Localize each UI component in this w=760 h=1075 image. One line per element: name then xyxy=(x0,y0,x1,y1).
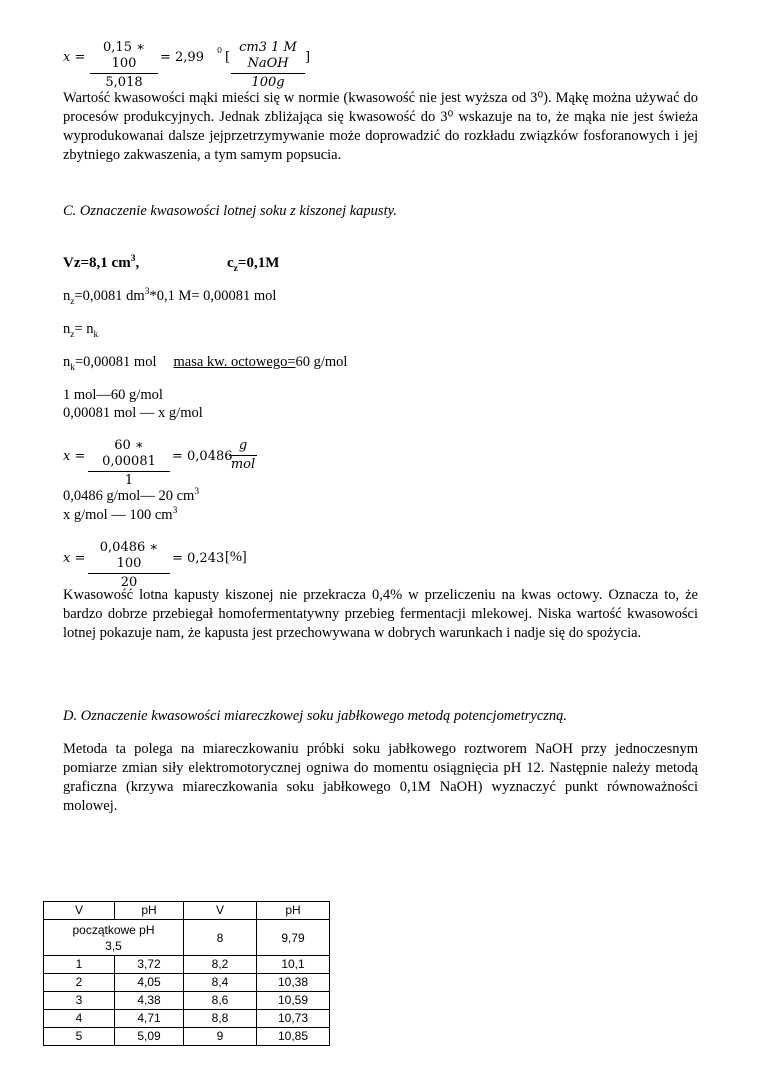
l1-n: n xyxy=(63,288,71,304)
volume-proportion-2 xyxy=(63,507,177,524)
eq2-unit-denominator: mol xyxy=(230,457,256,472)
cell-v: 1 xyxy=(44,956,115,974)
eq1-unit-numerator: cm3 1 M NaOH xyxy=(231,40,305,74)
header-ph-1: pH xyxy=(115,902,184,920)
cell-ph: 4,71 xyxy=(115,1010,184,1028)
concentration-value xyxy=(227,255,279,272)
cell-ph: 4,38 xyxy=(115,992,184,1010)
l2-sub: z xyxy=(70,329,75,340)
nz-calculation xyxy=(63,288,276,305)
eq1-unit-denominator: 100g xyxy=(251,75,285,90)
vz-sup: 3 xyxy=(130,254,136,264)
l6-a: 0,0486 g/mol— 20 cm xyxy=(63,488,195,504)
l2-sub2: k xyxy=(93,329,99,340)
eq1-bracket-close: ] xyxy=(305,50,311,65)
header-v-2: V xyxy=(184,902,257,920)
eq2-unit-numerator: g xyxy=(229,438,257,456)
eq3-numerator: 0,0486 ∗ 100 xyxy=(88,540,170,574)
cell-ph: 10,1 xyxy=(257,956,330,974)
volume-and-concentration xyxy=(63,255,139,272)
eq3-result: = 0,243 xyxy=(172,551,225,566)
l2-eq: = n xyxy=(74,321,94,337)
proportion-line-2: 0,00081 mol — x g/mol xyxy=(63,405,203,421)
eq2-unit-fraction xyxy=(229,438,257,473)
eq1-denominator: 5,018 xyxy=(105,75,143,90)
table-row xyxy=(44,1010,330,1028)
cell-v: 8 xyxy=(184,920,257,956)
header-ph-2: pH xyxy=(257,902,330,920)
initial-ph-cell xyxy=(44,920,184,956)
cell-ph: 10,73 xyxy=(257,1010,330,1028)
eq2-lhs: x = xyxy=(63,449,86,464)
cell-v: 8,4 xyxy=(184,974,257,992)
nk-value-line xyxy=(63,354,347,371)
section-c-heading: C. Oznaczenie kwasowości lotnej soku z kiszonej kapusty. xyxy=(63,203,397,219)
cell-v: 4 xyxy=(44,1010,115,1028)
table-row xyxy=(44,1028,330,1046)
cell-v: 9 xyxy=(184,1028,257,1046)
cell-ph: 10,38 xyxy=(257,974,330,992)
molar-mass-value: 60 g/mol xyxy=(295,354,348,370)
cell-ph: 5,09 xyxy=(115,1028,184,1046)
titration-table xyxy=(43,901,330,1046)
cell-v: 2 xyxy=(44,974,115,992)
cell-v: 3 xyxy=(44,992,115,1010)
cell-v: 8,8 xyxy=(184,1010,257,1028)
eq2-result: = 0,0486 xyxy=(172,449,233,464)
method-paragraph: Metoda ta polega na miareczkowaniu próbki soku jabłkowego roztworem NaOH przy jednoczesnym pomiarze zmian siły elektromotorycznej ogniwa do momentu osiągnięcia pH 12. Następnie należy metodą graficzna (krzywa miareczkowania soku jabłkowego 0,1M NaOH) wyznaczyć punkt równoważności molowej. xyxy=(63,741,698,814)
cell-v: 8,6 xyxy=(184,992,257,1010)
eq3-unit: [%] xyxy=(225,549,247,565)
section-d-heading: D. Oznaczenie kwasowości miareczkowej soku jabłkowego metodą potencjometryczną. xyxy=(63,708,568,724)
header-v-1: V xyxy=(44,902,115,920)
eq1-numerator: 0,15 ∗ 100 xyxy=(90,40,158,74)
vz-value: Vz=8,1 cm xyxy=(63,255,131,271)
proportion-line-1: 1 mol—60 g/mol xyxy=(63,387,163,403)
eq1-unit-fraction xyxy=(231,40,305,91)
eq1-bracket-open: [ xyxy=(225,50,231,65)
initial-ph-value: 3,5 xyxy=(105,938,122,953)
initial-ph-label: początkowe pH xyxy=(72,922,155,937)
nz-equals-nk xyxy=(63,321,98,338)
cabbage-acidity-paragraph: Kwasowość lotna kapusty kiszonej nie przekracza 0,4% w przeliczeniu na kwas octowy. Oznacza to, że bardzo dobrze przebiegał homofermentatywny przebieg fermentacji mlekowej. Niska wartość kwasowości lotnej pokazuje nam, że kapusta jest przechowywana w dobrych warunkach i nadje się do spożycia. xyxy=(63,587,698,641)
l1-sub: z xyxy=(70,296,75,307)
l2-n: n xyxy=(63,321,71,337)
table-row xyxy=(44,974,330,992)
table-row xyxy=(44,992,330,1010)
cell-v: 5 xyxy=(44,1028,115,1046)
l1-b: *0,1 M= 0,00081 mol xyxy=(149,288,277,304)
cell-ph: 3,72 xyxy=(115,956,184,974)
cz-letter: c xyxy=(227,255,234,271)
eq1-result: = 2,99 xyxy=(160,50,204,65)
eq3-denominator: 20 xyxy=(120,575,138,590)
table-header-row xyxy=(44,902,330,920)
eq3-lhs: x = xyxy=(63,551,86,566)
cell-ph: 10,59 xyxy=(257,992,330,1010)
eq1-lhs: x = xyxy=(63,50,86,65)
cell-v: 8,2 xyxy=(184,956,257,974)
cz-sub: z xyxy=(233,264,238,274)
cell-ph: 10,85 xyxy=(257,1028,330,1046)
cz-rest: =0,1M xyxy=(237,255,280,271)
flour-acidity-paragraph: Wartość kwasowości mąki mieści się w normie (kwasowość nie jest wyższa od 3⁰). Mąkę można używać do procesów produkcyjnych. Jednak zbliżająca się kwasowość do 3⁰ wskazuje na to, że mąka nie jest świeża wyprodukowanai dalsze jejprzetrzymywanie może doprowadzić do rozkładu związków fosforanowych i jej zbytniego zakwaszenia, a tym samym popsucia. xyxy=(63,90,698,163)
eq1-degree: 0 xyxy=(217,46,223,55)
l6-sup: 3 xyxy=(194,487,200,498)
table-row xyxy=(44,956,330,974)
l1-sup: 3 xyxy=(144,287,150,298)
cell-ph: 9,79 xyxy=(257,920,330,956)
eq1-fraction xyxy=(90,40,158,91)
molar-mass-label: masa kw. octowego= xyxy=(173,354,296,370)
eq2-denominator: 1 xyxy=(124,473,134,488)
l3-n: n xyxy=(63,354,71,370)
volume-proportion-1 xyxy=(63,488,199,505)
eq3-fraction xyxy=(88,540,170,591)
l3-a: =0,00081 mol xyxy=(75,354,157,370)
cell-ph: 4,05 xyxy=(115,974,184,992)
l3-sub: k xyxy=(70,362,75,373)
l7-sup: 3 xyxy=(172,506,178,517)
l1-a: =0,0081 dm xyxy=(74,288,145,304)
eq2-numerator: 60 ∗ 0,00081 xyxy=(88,438,170,472)
l7-a: x g/mol — 100 cm xyxy=(63,507,173,523)
table-row xyxy=(44,920,330,956)
vz-comma: , xyxy=(135,255,140,271)
eq2-fraction xyxy=(88,438,170,489)
